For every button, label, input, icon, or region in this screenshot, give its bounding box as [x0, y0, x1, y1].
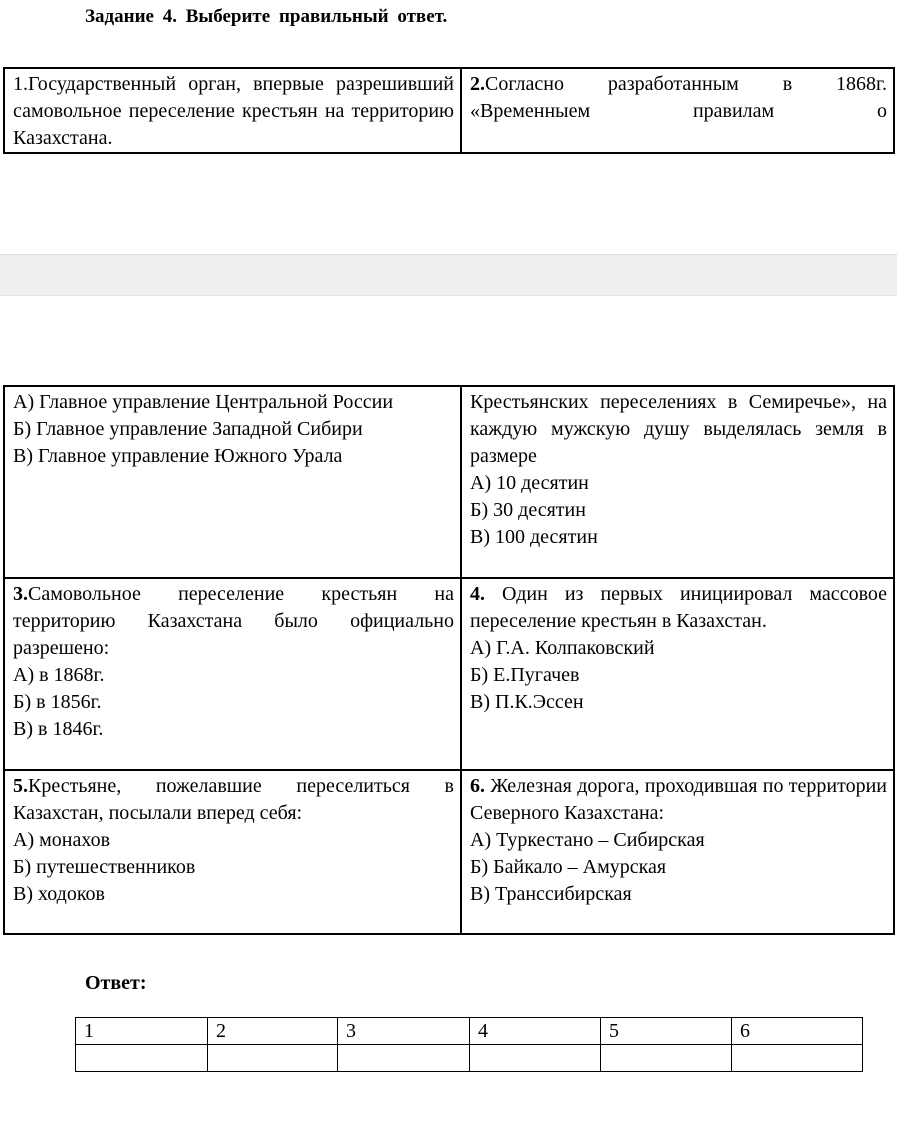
- q3-option-a: А) в 1868г.: [13, 664, 105, 686]
- q2-option-a: А) 10 десятин: [470, 472, 589, 494]
- question-6-text: [470, 773, 887, 827]
- q6-option-b: Б) Байкало – Амурская: [470, 856, 667, 878]
- q4-option-c: В) П.К.Эссен: [470, 691, 584, 713]
- q4-option-a: А) Г.А. Колпаковский: [470, 637, 655, 659]
- question-5-cell: [4, 770, 461, 934]
- question-4-number: 4.: [470, 583, 485, 605]
- answer-cell-1[interactable]: [76, 1045, 208, 1072]
- answer-cell-2[interactable]: [208, 1045, 338, 1072]
- question-3-number: 3.: [13, 583, 28, 605]
- q6-option-c: В) Транссибирская: [470, 883, 632, 905]
- question-4-stem: Один из первых инициировал массовое переселение крестьян в Казахстан.: [470, 583, 887, 632]
- question-6-cell: [461, 770, 894, 934]
- question-5-text: [13, 773, 454, 827]
- question-1-options-cell: [4, 386, 461, 578]
- answer-cell-5[interactable]: [601, 1045, 732, 1072]
- answer-col-3: 3: [338, 1018, 470, 1045]
- question-4-cell: [461, 578, 894, 770]
- question-6-number: 6.: [470, 775, 485, 797]
- question-3-cell: [4, 578, 461, 770]
- q5-option-a: А) монахов: [13, 829, 111, 851]
- answer-label: Ответ:: [85, 972, 147, 994]
- answer-header-row: [76, 1018, 863, 1045]
- top-question-table: [3, 67, 895, 154]
- q1-option-a: А) Главное управление Центральной России: [13, 391, 394, 413]
- q1-option-b: Б) Главное управление Западной Сибири: [13, 418, 363, 440]
- question-6-stem: Железная дорога, проходившая по территории Северного Казахстана:: [470, 775, 887, 824]
- main-question-table: [3, 385, 895, 935]
- q4-option-b: Б) Е.Пугачев: [470, 664, 580, 686]
- question-2-cell: [461, 68, 894, 153]
- question-2-text: [470, 71, 887, 125]
- q3-option-b: Б) в 1856г.: [13, 691, 102, 713]
- question-2-continuation-text: Крестьянских переселениях в Семиречье», на каждую мужскую душу выделялась земля в размере: [470, 391, 887, 467]
- question-3-stem: Самовольное переселение крестьян на территорию Казахстана было официально разрешено:: [13, 583, 454, 659]
- question-3-text: [13, 581, 454, 662]
- q2-option-c: В) 100 десятин: [470, 526, 598, 548]
- answer-cell-3[interactable]: [338, 1045, 470, 1072]
- q3-option-c: В) в 1846г.: [13, 718, 104, 740]
- question-2-intro: Согласно разработанным в 1868г. «Временныем правилам о: [470, 73, 887, 122]
- question-5-number: 5.: [13, 775, 28, 797]
- question-4-text: [470, 581, 887, 635]
- question-2-continuation-cell: [461, 386, 894, 578]
- question-1-cell: [4, 68, 461, 153]
- question-1-text: 1.Государственный орган, впервые разрешивший самовольное переселение крестьян на территорию Казахстана.: [13, 73, 454, 149]
- answer-input-row: [76, 1045, 863, 1072]
- answer-col-1: 1: [76, 1018, 208, 1045]
- q5-option-c: В) ходоков: [13, 883, 105, 905]
- answer-col-2: 2: [208, 1018, 338, 1045]
- answer-cell-4[interactable]: [470, 1045, 601, 1072]
- q1-option-c: В) Главное управление Южного Урала: [13, 445, 343, 467]
- task-title: Задание 4. Выберите правильный ответ.: [85, 6, 448, 27]
- q2-option-b: Б) 30 десятин: [470, 499, 586, 521]
- q5-option-b: Б) путешественников: [13, 856, 196, 878]
- answer-col-4: 4: [470, 1018, 601, 1045]
- question-2-number: 2.: [470, 73, 485, 95]
- answer-cell-6[interactable]: [732, 1045, 863, 1072]
- q6-option-a: А) Туркестано – Сибирская: [470, 829, 705, 851]
- page-gap-divider: [0, 254, 897, 296]
- question-5-stem: Крестьяне, пожелавшие переселиться в Казахстан, посылали вперед себя:: [13, 775, 454, 824]
- answer-table: [75, 1017, 863, 1072]
- answer-col-6: 6: [732, 1018, 863, 1045]
- answer-col-5: 5: [601, 1018, 732, 1045]
